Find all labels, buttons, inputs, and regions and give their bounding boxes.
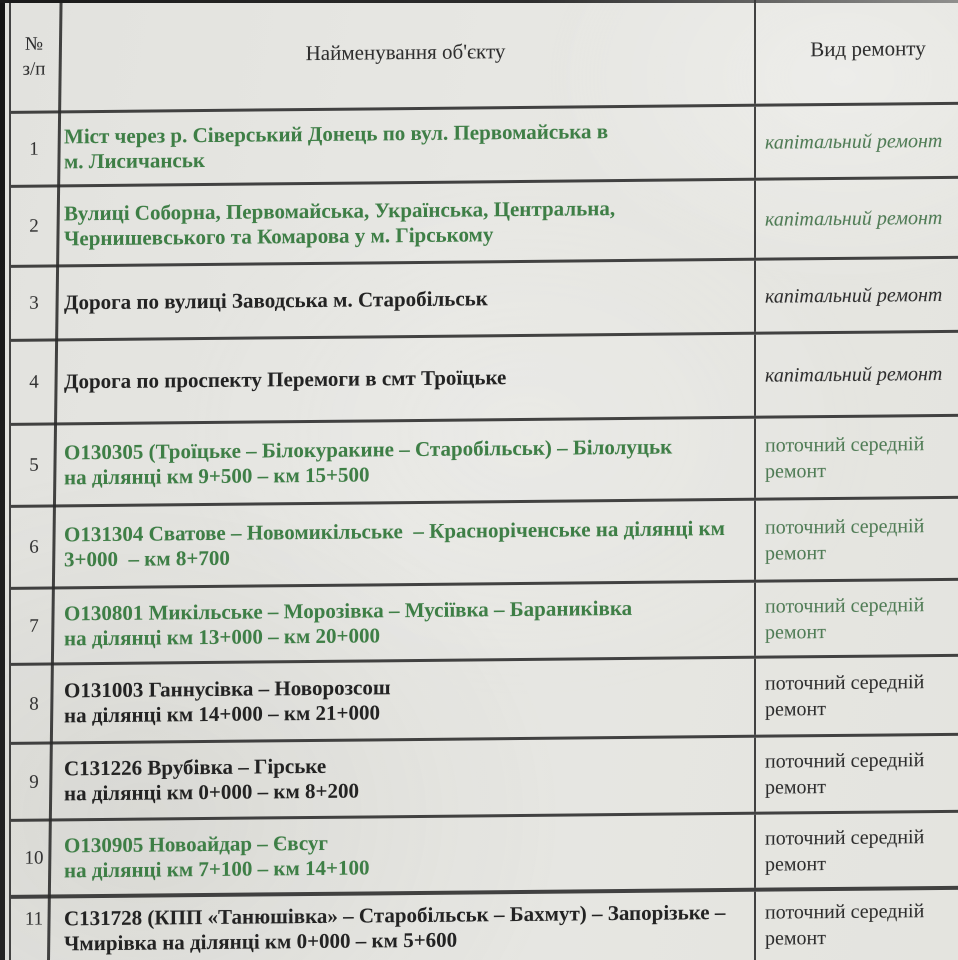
- object-name-line: О130801 Микільське – Морозівка – Мусіївка – Бараниківка: [64, 595, 633, 625]
- repair-type-cell: [756, 259, 958, 332]
- table-row: [11, 499, 958, 590]
- object-name-line: на ділянці км 9+500 – км 15+500: [64, 461, 370, 489]
- repair-type-cell: [756, 333, 958, 416]
- repair-type-cell: [756, 813, 958, 888]
- object-name-cell: [57, 659, 756, 742]
- object-name-cell: [57, 107, 756, 185]
- repair-type-line: ремонт: [765, 852, 826, 876]
- object-name-line: О130905 Новоайдар – Євсуг: [64, 830, 328, 857]
- repair-type-line: поточний середній: [765, 900, 925, 924]
- repair-type-cell: [756, 105, 958, 178]
- repair-type-line: капітальний ремонт: [765, 283, 943, 308]
- object-name-cell: [57, 335, 756, 423]
- repair-type-line: поточний середній: [765, 825, 925, 850]
- table-row: [11, 105, 958, 188]
- repair-type-line: капітальний ремонт: [765, 206, 943, 231]
- row-number-cell: [11, 341, 57, 422]
- row-number-cell: [11, 113, 57, 184]
- object-name-line: Дорога по проспекту Перемоги в смт Троїцьке: [64, 365, 507, 394]
- repair-type-line: капітальний ремонт: [765, 129, 943, 154]
- repair-type-cell: [756, 736, 958, 812]
- object-name-cell: [57, 181, 756, 265]
- repair-type-cell: [756, 179, 958, 258]
- row-number-cell: [11, 187, 57, 264]
- header-object-name-column: [57, 0, 756, 110]
- object-name-cell: [57, 501, 756, 587]
- header-repair-type-column: [756, 0, 958, 104]
- table-row: [11, 657, 958, 745]
- table-row: [11, 736, 958, 822]
- repair-type-line: поточний середній: [765, 671, 925, 695]
- object-name-line: на ділянці км 14+000 – км 21+000: [64, 700, 380, 728]
- object-name-cell: [57, 261, 756, 339]
- photo-edge-left: [0, 0, 5, 960]
- repair-type-line: ремонт: [765, 698, 826, 721]
- row-number: 3: [29, 292, 39, 314]
- row-number: 7: [29, 615, 39, 637]
- header-object-name-label: Найменування об'єкту: [305, 39, 506, 66]
- object-name-line: на ділянці км 0+000 – км 8+200: [64, 778, 359, 806]
- repair-type-line: капітальний ремонт: [765, 362, 943, 387]
- table-row: [11, 813, 958, 899]
- repair-type-cell: [756, 417, 958, 498]
- row-number: 2: [29, 215, 39, 237]
- header-number-line2: з/п: [22, 58, 46, 80]
- object-name-line: 3+000 – км 8+700: [64, 545, 230, 571]
- row-number: 8: [29, 693, 39, 715]
- table-row: [11, 417, 958, 508]
- object-name-line: С131226 Врубівка – Гірське: [64, 753, 327, 781]
- table-row: [11, 581, 958, 666]
- repair-type-line: ремонт: [765, 541, 826, 565]
- object-name-line: на ділянці км 13+000 – км 20+000: [64, 622, 380, 650]
- repair-type-cell: [756, 890, 958, 960]
- table-header-row: [11, 0, 958, 114]
- row-number: 9: [29, 771, 39, 793]
- object-name-cell: [57, 583, 756, 663]
- row-number: 1: [29, 138, 39, 160]
- repair-type-line: поточний середній: [765, 514, 925, 539]
- object-name-line: на ділянці км 7+100 – км 14+100: [64, 854, 370, 882]
- object-name-line: О131304 Сватове – Новомикільське – Красноріченське на ділянці км: [64, 515, 725, 546]
- row-number: 5: [29, 454, 39, 476]
- table-row: [11, 259, 958, 342]
- header-number-column: [11, 1, 57, 110]
- row-number-cell: [11, 425, 57, 504]
- table-body: [11, 105, 958, 960]
- object-name-line: м. Лисичанськ: [64, 147, 205, 173]
- header-repair-type-label: Вид ремонту: [810, 35, 926, 61]
- object-name-line: Чернишевського та Комарова у м. Гірському: [64, 221, 494, 250]
- object-name-line: О131003 Ганнусівка – Новорозсош: [64, 675, 391, 703]
- table-row: [11, 890, 958, 960]
- object-name-cell: [57, 815, 756, 895]
- repair-type-line: поточний середній: [765, 432, 925, 457]
- repair-type-line: ремонт: [765, 927, 826, 950]
- object-name-line: О130305 (Троїцьке – Білокуракине – Старобільськ) – Білолуцьк: [64, 434, 673, 464]
- repair-type-line: поточний середній: [765, 749, 925, 773]
- repair-type-line: ремонт: [765, 620, 826, 644]
- row-number-cell: [11, 267, 57, 338]
- repair-type-line: ремонт: [765, 776, 826, 799]
- object-name-line: С131728 (КПП «Танюшівка» – Старобільськ – Бахмут) – Запорізьке –: [64, 900, 726, 931]
- table-row: [11, 179, 958, 268]
- road-repair-table: [9, 0, 958, 960]
- table-row: [11, 333, 958, 426]
- repair-type-cell: [756, 657, 958, 735]
- row-number: 6: [29, 536, 39, 558]
- repair-type-cell: [756, 499, 958, 580]
- row-number: 10: [24, 847, 44, 869]
- repair-type-cell: [756, 581, 958, 656]
- repair-type-line: ремонт: [765, 459, 826, 483]
- photo-edge-top: [0, 0, 958, 3]
- object-name-line: Чмирівка на ділянці км 0+000 – км 5+600: [64, 927, 458, 956]
- header-number-line1: №: [24, 33, 44, 55]
- object-name-cell: [57, 419, 756, 505]
- row-number: 4: [29, 371, 39, 393]
- object-name-line: Дорога по вулиці Заводська м. Старобільськ: [64, 286, 488, 315]
- row-number-cell: [11, 507, 57, 586]
- object-name-line: Вулиці Соборна, Первомайська, Українська, Центральна,: [64, 195, 616, 225]
- object-name-cell: [57, 892, 756, 960]
- object-name-line: Міст через р. Сіверський Донець по вул. Первомайська в: [64, 118, 609, 148]
- row-number: 11: [24, 908, 44, 930]
- object-name-cell: [57, 738, 756, 819]
- repair-type-line: поточний середній: [765, 593, 925, 618]
